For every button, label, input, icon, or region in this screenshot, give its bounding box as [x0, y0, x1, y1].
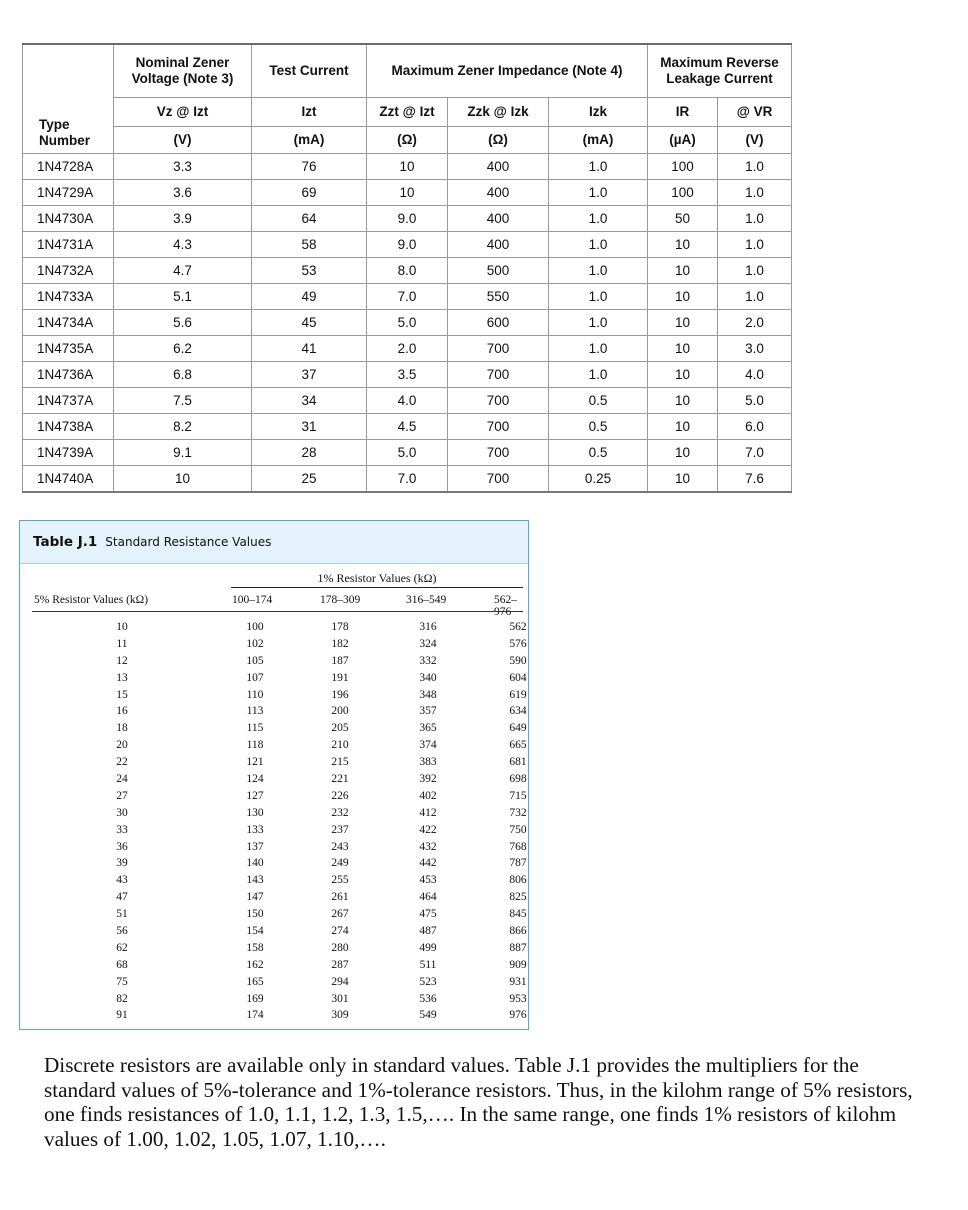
five-percent-value: 75	[116, 975, 128, 988]
one-percent-value: 806	[509, 874, 527, 887]
value-cell: 53	[252, 258, 367, 284]
zener-table-container	[22, 43, 779, 493]
one-percent-value: 127	[246, 789, 264, 802]
five-percent-value: 33	[116, 823, 128, 836]
value-cell: 5.1	[114, 284, 252, 310]
one-percent-value: 576	[509, 637, 527, 650]
table-row	[20, 788, 528, 805]
one-percent-value: 187	[331, 654, 349, 667]
table-row	[23, 362, 792, 388]
unit-ua: (µA)	[648, 127, 718, 154]
one-percent-value: 274	[331, 925, 349, 938]
value-cell: 400	[448, 154, 549, 180]
one-percent-value: 475	[419, 908, 437, 921]
one-percent-value: 261	[331, 891, 349, 904]
zener-table-body	[23, 154, 792, 493]
one-percent-value: 140	[246, 857, 264, 870]
value-cell: 69	[252, 180, 367, 206]
table-row	[20, 720, 528, 737]
one-percent-value: 105	[246, 654, 264, 667]
table-label: Table J.1	[33, 534, 98, 550]
table-row	[20, 940, 528, 957]
one-percent-value: 665	[509, 739, 527, 752]
value-cell: 50	[648, 206, 718, 232]
five-percent-value: 20	[116, 739, 128, 752]
part-number-cell: 1N4734A	[23, 310, 114, 336]
five-percent-value: 16	[116, 705, 128, 718]
one-percent-value: 681	[509, 756, 527, 769]
one-percent-value: 365	[419, 722, 437, 735]
one-percent-value: 158	[246, 941, 264, 954]
one-percent-value: 348	[419, 688, 437, 701]
one-percent-value: 332	[419, 654, 437, 667]
five-percent-value: 13	[116, 671, 128, 684]
one-percent-value: 162	[246, 958, 264, 971]
table-row	[20, 923, 528, 940]
value-cell: 8.0	[367, 258, 448, 284]
value-cell: 700	[448, 336, 549, 362]
one-percent-value: 649	[509, 722, 527, 735]
table-row	[23, 258, 792, 284]
part-number-cell: 1N4733A	[23, 284, 114, 310]
table-row	[20, 754, 528, 771]
one-percent-value: 110	[246, 688, 264, 701]
header-nominal-voltage: Nominal Zener Voltage (Note 3)	[114, 44, 252, 98]
one-percent-value: 866	[509, 925, 527, 938]
one-percent-value: 191	[331, 671, 349, 684]
value-cell: 10	[114, 466, 252, 493]
one-percent-value: 210	[331, 739, 349, 752]
one-percent-value: 165	[246, 975, 264, 988]
one-percent-value: 174	[246, 1009, 264, 1022]
one-percent-value: 143	[246, 874, 264, 887]
five-percent-value: 82	[116, 992, 128, 1005]
value-cell: 700	[448, 466, 549, 493]
table-row	[20, 670, 528, 687]
value-cell: 7.0	[718, 440, 792, 466]
table-row	[23, 466, 792, 493]
value-cell: 700	[448, 440, 549, 466]
value-cell: 7.0	[367, 284, 448, 310]
one-percent-value: 453	[419, 874, 437, 887]
value-cell: 0.5	[549, 388, 648, 414]
header-izt: Izt	[252, 98, 367, 127]
one-percent-value: 953	[509, 992, 527, 1005]
col-header-range: 100–174	[232, 594, 273, 606]
value-cell: 25	[252, 466, 367, 493]
table-row	[20, 855, 528, 872]
one-percent-value: 442	[419, 857, 437, 870]
one-percent-value: 113	[246, 705, 264, 718]
value-cell: 2.0	[367, 336, 448, 362]
header-max-leakage: Maximum Reverse Leakage Current	[648, 44, 792, 98]
value-cell: 10	[648, 284, 718, 310]
value-cell: 10	[367, 154, 448, 180]
unit-ma: (mA)	[252, 127, 367, 154]
five-percent-value: 18	[116, 722, 128, 735]
table-row	[23, 154, 792, 180]
value-cell: 6.2	[114, 336, 252, 362]
one-percent-value: 316	[419, 621, 437, 633]
one-percent-value: 604	[509, 671, 527, 684]
five-percent-value: 27	[116, 789, 128, 802]
one-percent-value: 383	[419, 756, 437, 769]
table-row	[20, 737, 528, 754]
value-cell: 8.2	[114, 414, 252, 440]
one-percent-value: 750	[509, 823, 527, 836]
table-row	[23, 310, 792, 336]
value-cell: 1.0	[549, 206, 648, 232]
one-percent-value: 237	[331, 823, 349, 836]
value-cell: 34	[252, 388, 367, 414]
table-row	[23, 388, 792, 414]
five-percent-value: 47	[116, 891, 128, 904]
one-percent-value: 196	[331, 688, 349, 701]
header-izk: Izk	[549, 98, 648, 127]
one-percent-value: 150	[246, 908, 264, 921]
value-cell: 1.0	[718, 206, 792, 232]
five-percent-value: 51	[116, 908, 128, 921]
five-percent-value: 36	[116, 840, 128, 853]
one-percent-value: 931	[509, 975, 527, 988]
one-percent-value: 154	[246, 925, 264, 938]
one-percent-value: 768	[509, 840, 527, 853]
value-cell: 10	[648, 388, 718, 414]
five-percent-value: 56	[116, 925, 128, 938]
table-row	[23, 440, 792, 466]
header-vz: Vz @ Izt	[114, 98, 252, 127]
one-percent-value: 549	[419, 1009, 437, 1022]
table-row	[20, 619, 528, 636]
one-percent-value: 249	[331, 857, 349, 870]
one-percent-value: 357	[419, 705, 437, 718]
one-percent-value: 182	[331, 637, 349, 650]
one-percent-value: 102	[246, 637, 264, 650]
one-percent-value: 634	[509, 705, 527, 718]
value-cell: 5.0	[718, 388, 792, 414]
table-row	[20, 991, 528, 1008]
one-percent-value: 464	[419, 891, 437, 904]
table-row	[20, 872, 528, 889]
zener-diode-table	[22, 43, 792, 493]
one-percent-value: 887	[509, 941, 527, 954]
one-percent-value: 205	[331, 722, 349, 735]
five-percent-value: 24	[116, 773, 128, 786]
table-j1-caption	[20, 521, 528, 564]
five-percent-value: 39	[116, 857, 128, 870]
part-number-cell: 1N4735A	[23, 336, 114, 362]
one-percent-value: 115	[246, 722, 264, 735]
one-percent-value: 255	[331, 874, 349, 887]
five-percent-value: 30	[116, 806, 128, 819]
value-cell: 7.6	[718, 466, 792, 493]
five-percent-value: 91	[116, 1009, 128, 1022]
value-cell: 1.0	[549, 180, 648, 206]
table-row	[20, 703, 528, 720]
one-percent-value: 147	[246, 891, 264, 904]
one-percent-value: 118	[246, 739, 264, 752]
table-j1	[19, 520, 529, 1030]
one-percent-value: 402	[419, 789, 437, 802]
part-number-cell: 1N4728A	[23, 154, 114, 180]
one-percent-value: 324	[419, 637, 437, 650]
one-percent-value: 499	[419, 941, 437, 954]
table-row	[20, 653, 528, 670]
table-j1-column-headers	[20, 594, 528, 618]
part-number-cell: 1N4736A	[23, 362, 114, 388]
unit-ohm: (Ω)	[367, 127, 448, 154]
value-cell: 10	[648, 336, 718, 362]
header-vr: @ VR	[718, 98, 792, 127]
value-cell: 1.0	[549, 310, 648, 336]
value-cell: 10	[367, 180, 448, 206]
table-row	[20, 974, 528, 991]
value-cell: 10	[648, 440, 718, 466]
one-percent-value: 909	[509, 958, 527, 971]
one-percent-value: 340	[419, 671, 437, 684]
one-percent-value: 169	[246, 992, 264, 1005]
header-test-current: Test Current	[252, 44, 367, 98]
value-cell: 76	[252, 154, 367, 180]
value-cell: 1.0	[718, 154, 792, 180]
part-number-cell: 1N4731A	[23, 232, 114, 258]
value-cell: 4.3	[114, 232, 252, 258]
value-cell: 700	[448, 388, 549, 414]
value-cell: 10	[648, 466, 718, 493]
value-cell: 3.6	[114, 180, 252, 206]
part-number-cell: 1N4738A	[23, 414, 114, 440]
one-percent-value: 294	[331, 975, 349, 988]
one-percent-value: 523	[419, 975, 437, 988]
value-cell: 3.3	[114, 154, 252, 180]
one-percent-value: 215	[331, 756, 349, 769]
unit-ohm: (Ω)	[448, 127, 549, 154]
one-percent-value: 267	[331, 908, 349, 921]
group-rule	[231, 587, 523, 588]
five-percent-value: 12	[116, 654, 128, 667]
one-percent-value: 178	[331, 621, 349, 633]
one-percent-value: 137	[246, 840, 264, 853]
table-row	[23, 180, 792, 206]
one-percent-value: 825	[509, 891, 527, 904]
value-cell: 10	[648, 362, 718, 388]
value-cell: 0.25	[549, 466, 648, 493]
table-row	[23, 284, 792, 310]
value-cell: 10	[648, 310, 718, 336]
value-cell: 1.0	[718, 180, 792, 206]
part-number-cell: 1N4729A	[23, 180, 114, 206]
header-ir: IR	[648, 98, 718, 127]
table-row	[20, 687, 528, 704]
value-cell: 3.5	[367, 362, 448, 388]
value-cell: 41	[252, 336, 367, 362]
value-cell: 31	[252, 414, 367, 440]
table-row	[20, 822, 528, 839]
one-percent-value: 487	[419, 925, 437, 938]
one-percent-value: 124	[246, 773, 264, 786]
value-cell: 7.5	[114, 388, 252, 414]
part-number-cell: 1N4737A	[23, 388, 114, 414]
value-cell: 45	[252, 310, 367, 336]
value-cell: 0.5	[549, 414, 648, 440]
unit-ma: (mA)	[549, 127, 648, 154]
value-cell: 37	[252, 362, 367, 388]
value-cell: 4.7	[114, 258, 252, 284]
value-cell: 9.1	[114, 440, 252, 466]
one-percent-value: 845	[509, 908, 527, 921]
value-cell: 49	[252, 284, 367, 310]
value-cell: 2.0	[718, 310, 792, 336]
value-cell: 0.5	[549, 440, 648, 466]
part-number-cell: 1N4739A	[23, 440, 114, 466]
five-percent-value: 22	[116, 756, 128, 769]
value-cell: 1.0	[549, 232, 648, 258]
value-cell: 5.6	[114, 310, 252, 336]
value-cell: 1.0	[549, 258, 648, 284]
value-cell: 1.0	[549, 154, 648, 180]
table-row	[20, 889, 528, 906]
table-row	[20, 805, 528, 822]
value-cell: 6.0	[718, 414, 792, 440]
value-cell: 1.0	[718, 284, 792, 310]
five-percent-value: 62	[116, 941, 128, 954]
value-cell: 10	[648, 232, 718, 258]
one-percent-value: 100	[246, 621, 264, 633]
one-percent-value: 374	[419, 739, 437, 752]
value-cell: 100	[648, 154, 718, 180]
value-cell: 1.0	[718, 232, 792, 258]
value-cell: 400	[448, 232, 549, 258]
one-percent-value: 232	[331, 806, 349, 819]
header-type-number: Type Number	[23, 44, 114, 154]
value-cell: 4.5	[367, 414, 448, 440]
value-cell: 400	[448, 180, 549, 206]
five-percent-value: 11	[116, 637, 128, 650]
one-percent-value: 422	[419, 823, 437, 836]
one-percent-value: 590	[509, 654, 527, 667]
one-percent-value: 976	[509, 1009, 527, 1022]
value-cell: 4.0	[367, 388, 448, 414]
one-percent-value: 412	[419, 806, 437, 819]
col-header-5pct: 5% Resistor Values (kΩ)	[34, 594, 149, 606]
one-percent-value: 121	[246, 756, 264, 769]
col-header-range: 178–309	[320, 594, 361, 606]
value-cell: 3.9	[114, 206, 252, 232]
col-header-range: 316–549	[406, 594, 447, 606]
body-paragraph: Discrete resistors are available only in standard values. Table J.1 provides the multipliers for the standard values of 5%-tolerance and 1%-tolerance resistors. Thus, in the kilohm range of 5% resistors, one finds resistances of 1.0, 1.1, 1.2, 1.3, 1.5,…. In the same range, one finds 1% resistors of kilohm values of 1.00, 1.02, 1.05, 1.07, 1.10,….	[44, 1053, 913, 1151]
value-cell: 1.0	[549, 336, 648, 362]
one-percent-group-title: 1% Resistor Values (kΩ)	[317, 571, 437, 585]
header-zzk: Zzk @ Izk	[448, 98, 549, 127]
one-percent-value: 432	[419, 840, 437, 853]
value-cell: 10	[648, 414, 718, 440]
part-number-cell: 1N4732A	[23, 258, 114, 284]
value-cell: 58	[252, 232, 367, 258]
one-percent-value: 280	[331, 941, 349, 954]
table-row	[20, 839, 528, 856]
value-cell: 600	[448, 310, 549, 336]
one-percent-value: 243	[331, 840, 349, 853]
table-row	[23, 232, 792, 258]
header-max-impedance: Maximum Zener Impedance (Note 4)	[367, 44, 648, 98]
one-percent-value: 698	[509, 773, 527, 786]
table-row	[20, 636, 528, 653]
one-percent-value: 287	[331, 958, 349, 971]
value-cell: 9.0	[367, 232, 448, 258]
part-number-cell: 1N4740A	[23, 466, 114, 493]
value-cell: 5.0	[367, 440, 448, 466]
unit-v: (V)	[114, 127, 252, 154]
value-cell: 700	[448, 362, 549, 388]
one-percent-value: 309	[331, 1009, 349, 1022]
unit-v: (V)	[718, 127, 792, 154]
table-title: Standard Resistance Values	[105, 535, 272, 549]
one-percent-value: 133	[246, 823, 264, 836]
one-percent-value: 226	[331, 789, 349, 802]
table-row	[20, 1007, 528, 1024]
value-cell: 400	[448, 206, 549, 232]
one-percent-value: 536	[419, 992, 437, 1005]
table-row	[20, 771, 528, 788]
value-cell: 10	[648, 258, 718, 284]
value-cell: 28	[252, 440, 367, 466]
one-percent-value: 200	[331, 705, 349, 718]
one-percent-value: 732	[509, 806, 527, 819]
value-cell: 100	[648, 180, 718, 206]
table-row	[23, 414, 792, 440]
value-cell: 1.0	[549, 362, 648, 388]
value-cell: 4.0	[718, 362, 792, 388]
value-cell: 5.0	[367, 310, 448, 336]
five-percent-value: 10	[116, 621, 128, 633]
value-cell: 7.0	[367, 466, 448, 493]
value-cell: 700	[448, 414, 549, 440]
one-percent-value: 787	[509, 857, 527, 870]
value-cell: 9.0	[367, 206, 448, 232]
one-percent-value: 392	[419, 773, 437, 786]
five-percent-value: 15	[116, 688, 128, 701]
one-percent-value: 619	[509, 688, 527, 701]
one-percent-value: 715	[509, 789, 527, 802]
table-row	[23, 206, 792, 232]
part-number-cell: 1N4730A	[23, 206, 114, 232]
table-row	[23, 336, 792, 362]
value-cell: 1.0	[718, 258, 792, 284]
value-cell: 6.8	[114, 362, 252, 388]
one-percent-value: 221	[331, 773, 349, 786]
one-percent-value: 107	[246, 671, 264, 684]
one-percent-value: 130	[246, 806, 264, 819]
value-cell: 500	[448, 258, 549, 284]
header-rule	[32, 611, 523, 612]
col-header-range: 562–976	[494, 594, 517, 618]
value-cell: 1.0	[549, 284, 648, 310]
value-cell: 550	[448, 284, 549, 310]
table-row	[20, 906, 528, 923]
table-row	[20, 957, 528, 974]
five-percent-value: 68	[116, 958, 128, 971]
one-percent-value: 301	[331, 992, 349, 1005]
five-percent-value: 43	[116, 874, 128, 887]
one-percent-value: 562	[509, 621, 527, 633]
one-percent-value: 511	[419, 958, 437, 971]
header-zzt: Zzt @ Izt	[367, 98, 448, 127]
value-cell: 3.0	[718, 336, 792, 362]
table-j1-body	[20, 619, 528, 1024]
value-cell: 64	[252, 206, 367, 232]
